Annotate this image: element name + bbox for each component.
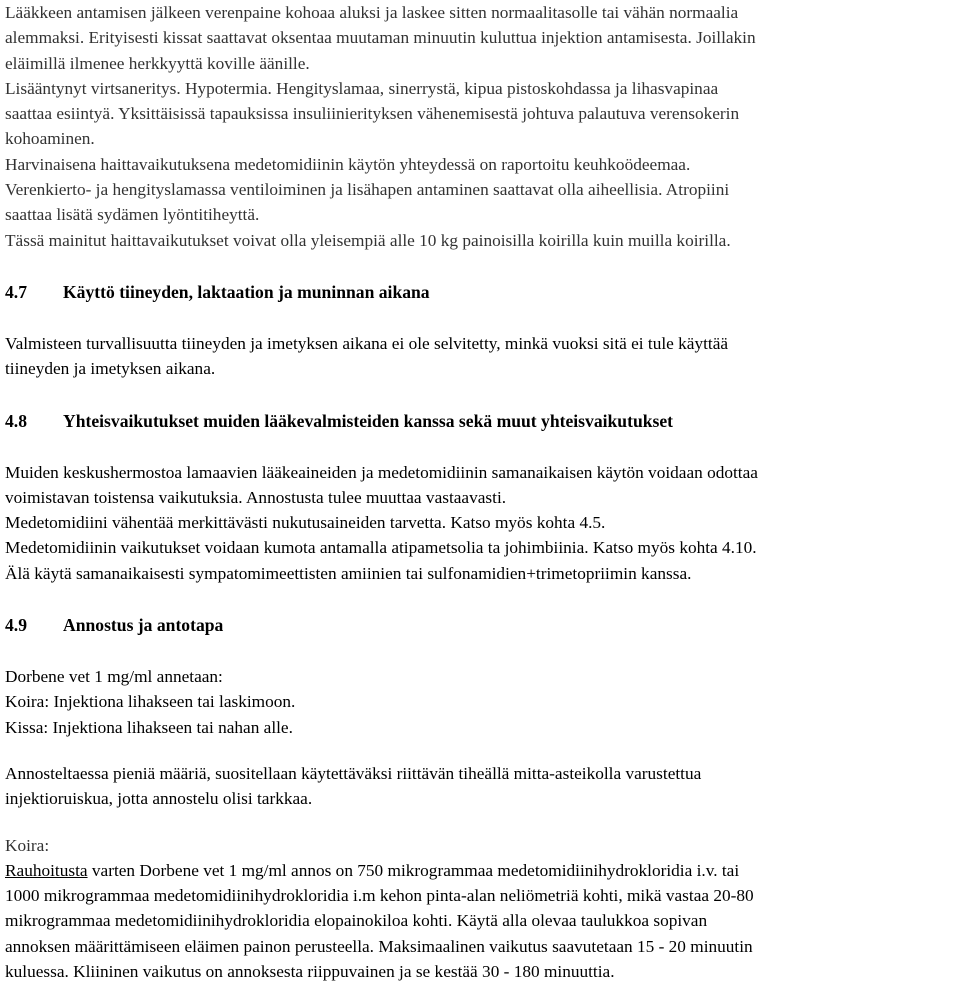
section-heading-4-9 <box>5 612 955 638</box>
text-line: Verenkierto- ja hengityslamassa ventiloiminen ja lisähapen antaminen saattavat olla aiheellisia. Atropiini <box>5 180 730 200</box>
text-line: injektioruiskua, jotta annostelu olisi tarkkaa. <box>5 789 313 809</box>
text-line: Lisääntynyt virtsaneritys. Hypotermia. Hengityslamaa, sinerrystä, kipua pistoskohdassa ja lihasvapinaa <box>5 78 719 98</box>
text-line: eläimillä ilmenee herkkyyttä koville äänille. <box>5 53 310 73</box>
section-number: 4.7 <box>5 281 27 302</box>
administration-routes <box>5 664 955 740</box>
text-line: Medetomidiini vähentää merkittävästi nukutusaineiden tarvetta. Katso myös kohta 4.5. <box>5 513 606 533</box>
text-line: saattaa esiintyä. Yksittäisissä tapauksissa insuliinierityksen vähenemisestä johtuva palautuva verensokerin <box>5 104 740 124</box>
text-line: Annosteltaessa pieniä määriä, suositellaan käytettäväksi riittävän tiheällä mitta-asteikolla varustettua <box>5 763 702 783</box>
text-line: kuluessa. Kliininen vaikutus on annoksesta riippuvainen ja se kestää 30 - 180 minuuttia. <box>5 962 615 982</box>
text-line: Harvinaisena haittavaikutuksena medetomidiinin käytön yhteydessä on raportoitu keuhkoödeemaa. <box>5 154 691 174</box>
text-line <box>5 858 955 883</box>
text-line: Dorbene vet 1 mg/ml annetaan: <box>5 667 223 687</box>
dog-heading: Koira: <box>5 835 50 855</box>
text-line-rest: varten Dorbene vet 1 mg/ml annos on 750 mikrogrammaa medetomidiinihydrokloridia i.v. tai <box>87 860 740 880</box>
interactions-paragraph <box>5 460 955 586</box>
section-number: 4.9 <box>5 615 27 636</box>
text-line: alemmaksi. Erityisesti kissat saattavat oksentaa muutaman minuutin kuluttua injektion antamisesta. Joillakin <box>5 28 756 48</box>
section-heading-4-8 <box>5 408 955 434</box>
adverse-effects-paragraph <box>5 0 955 253</box>
text-line: Kissa: Injektiona lihakseen tai nahan alle. <box>5 717 293 737</box>
dog-dosing-paragraph <box>5 833 955 984</box>
section-title: Käyttö tiineyden, laktaation ja muninnan aikana <box>63 281 430 302</box>
text-line: Älä käytä samanaikaisesti sympatomimeettisten amiinien tai sulfonamidien+trimetopriimin kanssa. <box>5 563 692 583</box>
section-title: Annostus ja antotapa <box>63 615 224 636</box>
section-number: 4.8 <box>5 410 27 431</box>
text-line: Muiden keskushermostoa lamaavien lääkeaineiden ja medetomidiinin samanaikaisen käytön voidaan odottaa <box>5 462 758 482</box>
text-line: mikrogrammaa medetomidiinihydrokloridia elopainokiloa kohti. Käytä alla olevaa taulukkoa sopivan <box>5 911 708 931</box>
text-line: voimistavan toistensa vaikutuksia. Annostusta tulee muuttaa vastaavasti. <box>5 487 507 507</box>
text-line: Valmisteen turvallisuutta tiineyden ja imetyksen aikana ei ole selvitetty, minkä vuoksi sitä ei tule käyttää <box>5 333 729 353</box>
text-line: kohoaminen. <box>5 129 95 149</box>
section-title: Yhteisvaikutukset muiden lääkevalmisteiden kanssa sekä muut yhteisvaikutukset <box>63 410 674 431</box>
text-line: annoksen määrittämiseen eläimen painon perusteella. Maksimaalinen vaikutus saavutetaan 15 - 20 minuutin <box>5 936 753 956</box>
text-line: Tässä mainitut haittavaikutukset voivat olla yleisempiä alle 10 kg painoisilla koirilla kuin muilla koirilla. <box>5 230 731 250</box>
sedation-link[interactable]: Rauhoitusta <box>5 860 88 880</box>
text-line: Koira: Injektiona lihakseen tai laskimoon. <box>5 692 296 712</box>
text-line: Lääkkeen antamisen jälkeen verenpaine kohoaa aluksi ja laskee sitten normaalitasolle tai vähän normaalia <box>5 3 739 22</box>
pregnancy-paragraph <box>5 331 955 382</box>
text-line: Medetomidiinin vaikutukset voidaan kumota antamalla atipametsolia ta johimbiinia. Katso myös kohta 4.10. <box>5 538 757 558</box>
dosing-advice-paragraph <box>5 761 955 812</box>
section-heading-4-7 <box>5 279 955 305</box>
text-line: saattaa lisätä sydämen lyöntitiheyttä. <box>5 205 260 225</box>
text-line: 1000 mikrogrammaa medetomidiinihydrokloridia i.m kehon pinta-alan neliömetriä kohti, mikä vastaa 20-80 <box>5 886 754 906</box>
text-line: tiineyden ja imetyksen aikana. <box>5 359 216 379</box>
